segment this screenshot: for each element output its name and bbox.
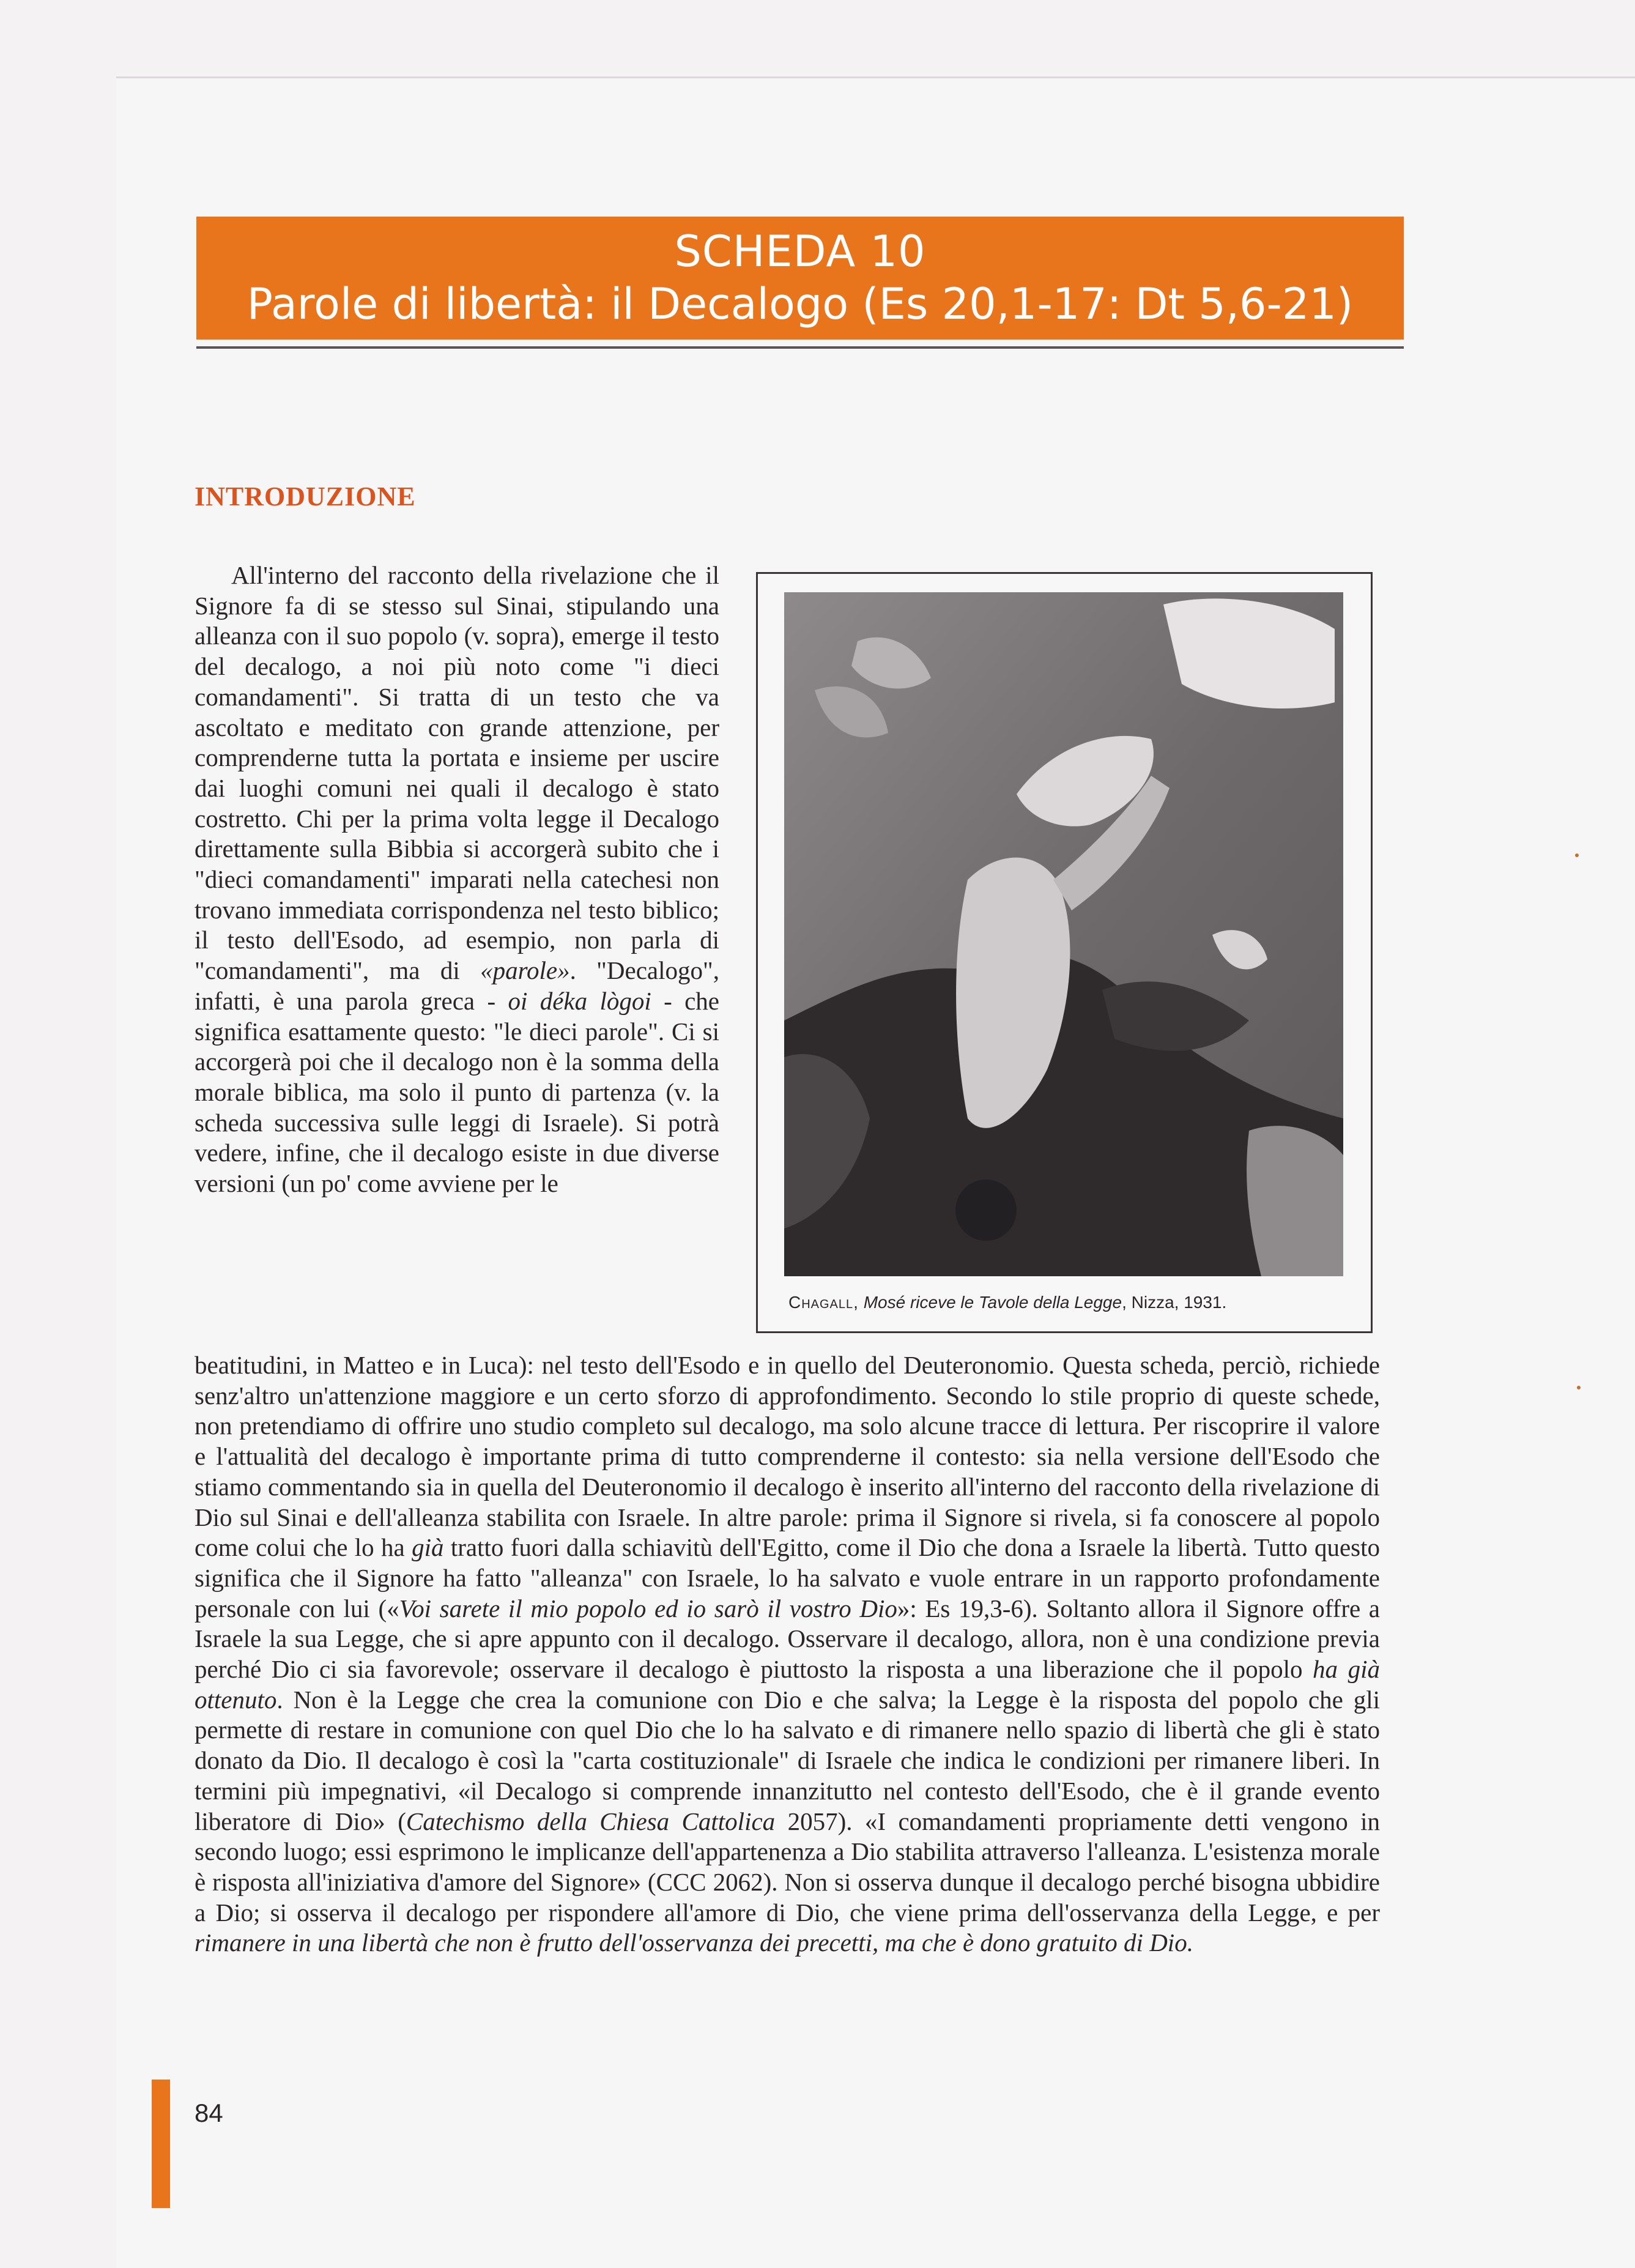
text-run-italic: «parole» xyxy=(480,956,570,985)
header-divider xyxy=(196,346,1404,349)
text-run: . "Decalogo", infatti, è una parola greca - xyxy=(195,956,719,1015)
text-run: beatitudini, in Matteo e in Luca): nel testo dell'Esodo e in quello del Deuteronomio. Questa scheda, perciò, richiede senz'altro un'attenzione maggiore e un certo sforzo di approfondimento. Secondo lo stile proprio di queste schede, non pretendiamo di offrire uno studio completo sul decalogo, ma solo alcune tracce di lettura. Per riscoprire il valore e l'attualità del decalogo è importante prima di tutto comprenderne il contesto: sia nella versione dell'Esodo che stiamo commentando sia in quella del Deuteronomio il decalogo è inserito all'interno del racconto della rivelazione di Dio sul Sinai e dell'alleanza stabilita con Israele. In altre parole: prima il Signore si rivela, si fa conoscere al popolo come colui che lo ha xyxy=(195,1351,1380,1562)
scheda-title: SCHEDA 10 xyxy=(674,226,926,277)
text-run: »: Es 19,3-6). Soltanto allora il Signore offre a Israele la sua Legge, che si apre appunto con il decalogo. Osservare il decalogo, allora, non è una condizione previa perché Dio ci sia favorevole; osservare il decalogo è piuttosto la risposta a una liberazione che il popolo xyxy=(195,1594,1380,1684)
scheda-subtitle: Parole di libertà: il Decalogo (Es 20,1-17: Dt 5,6-21) xyxy=(247,278,1354,329)
section-heading: INTRODUZIONE xyxy=(195,481,416,511)
caption-artist: Chagall, xyxy=(788,1293,859,1312)
text-run-italic: oi déka lògoi xyxy=(508,986,651,1015)
intro-column-paragraph xyxy=(195,560,719,1199)
artwork-figure xyxy=(756,572,1373,1333)
text-run-italic: Catechismo della Chiesa Cattolica xyxy=(406,1807,776,1835)
text-run-italic: già xyxy=(412,1533,444,1562)
scheda-header xyxy=(196,217,1404,340)
caption-place-date: , Nizza, 1931. xyxy=(1122,1293,1227,1312)
text-run: tratto fuori dalla schiavitù dell'Egitto, come il Dio che dona a Israele la libertà. Tutto questo significa che il Signore ha fatto "alleanza" con Israele, lo ha salvato e vuole entrare in un rapporto profondamente personale con lui (« xyxy=(195,1533,1380,1623)
text-run: 2057). «I comandamenti propriamente detti vengono in secondo luogo; essi esprimono le implicanze dell'appartenenza a Dio stabilita attraverso l'alleanza. L'esistenza morale è risposta all'iniziativa d'amore del Signore» (CCC 2062). Non si osserva dunque il decalogo perché bisogna ubbidire a Dio; si osserva il decalogo per rispondere all'amore di Dio, che viene prima dell'osservanza della Legge, e per xyxy=(195,1807,1380,1927)
scan-speck xyxy=(1575,853,1579,857)
text-run: All'interno del racconto della rivelazione che il Signore fa di se stesso sul Sinai, stipulando una alleanza con il suo popolo (v. sopra), emerge il testo del decalogo, a noi più noto come "i dieci comandamenti". Si tratta di un testo che va ascoltato e meditato con grande attenzione, per comprenderne tutta la portata e insieme per uscire dai luoghi comuni nei quali il decalogo è stato costretto. Chi per la prima volta legge il Decalogo direttamente sulla Bibbia si accorgerà subito che i "dieci comandamenti" imparati nella catechesi non trovano immediata corrispondenza nel testo biblico; il testo dell'Esodo, ad esempio, non parla di "comandamenti", ma di xyxy=(195,561,719,985)
page-number: 84 xyxy=(195,2099,223,2127)
scan-speck xyxy=(1577,1386,1581,1389)
caption-title: Mosé riceve le Tavole della Legge xyxy=(863,1293,1122,1312)
text-run: - che significa esattamente questo: "le dieci parole". Ci si accorgerà poi che il decalogo non è la somma della morale biblica, ma solo il punto di partenza (v. la scheda successiva sulle leggi di Israele). Si potrà vedere, infine, che il decalogo esiste in due diverse versioni (un po' come avviene per le xyxy=(195,986,719,1198)
text-run-italic: ha già ottenuto xyxy=(195,1655,1380,1714)
chagall-painting-image xyxy=(784,592,1343,1276)
text-run-italic: Voi sarete il mio popolo ed io sarò il vostro Dio xyxy=(399,1594,897,1623)
page-number-accent xyxy=(152,2080,170,2208)
text-run-italic: rimanere in una libertà che non è frutto dell'osservanza dei precetti, ma che è dono gratuito di Dio. xyxy=(195,1928,1193,1957)
body-paragraph xyxy=(195,1350,1380,1958)
figure-caption xyxy=(788,1293,1345,1312)
text-run: . Non è la Legge che crea la comunione con Dio e che salva; la Legge è la risposta del popolo che gli permette di restare in comunione con quel Dio che lo ha salvato e di rimanere nello spazio di libertà che gli è stato donato da Dio. Il decalogo è così la "carta costituzionale" di Israele che indica le condizioni per rimanere liberi. In termini più impegnativi, «il Decalogo si comprende innanzitutto nel contesto dell'Esodo, che è il grande evento liberatore di Dio» ( xyxy=(195,1685,1380,1835)
